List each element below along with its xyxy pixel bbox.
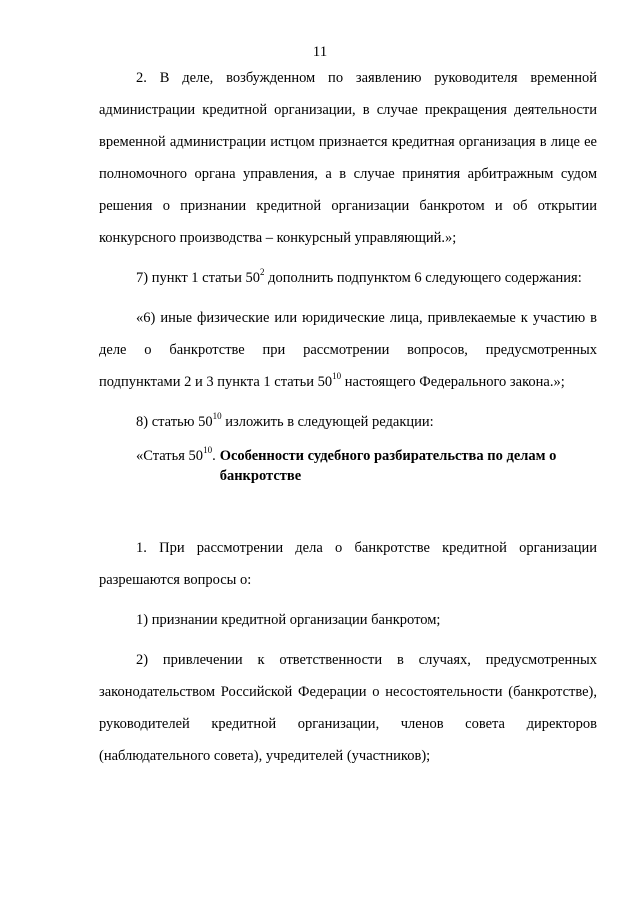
paragraph-subitem-6 <box>99 302 597 398</box>
paragraph-point-1: 1. При рассмотрении дела о банкротстве кредитной организации разрешаются вопросы о: <box>99 540 597 588</box>
article-label-superscript: 10 <box>203 445 213 456</box>
item-7-superscript: 2 <box>260 267 265 278</box>
article-label-text: «Статья 50 <box>136 448 204 464</box>
article-label <box>136 446 220 486</box>
subitem-6-text-continued: настоящего Федерального закона.»; <box>341 374 565 390</box>
paragraph-subpoint-2: 2) привлечении к ответственности в случаях, предусмотренных законодательством Российской Федерации о несостоятельности (банкротстве), руководителей кредитной организации, членов совета директоров (наблюдательного совета), учредителей (участников); <box>99 652 597 764</box>
article-heading <box>99 446 597 486</box>
item-8-superscript: 10 <box>212 411 222 422</box>
page-number: 11 <box>312 44 328 60</box>
item-7-text-continued: дополнить подпунктом 6 следующего содержания: <box>264 270 582 286</box>
subitem-6-superscript: 10 <box>332 371 342 382</box>
item-8-text: 8) статью 50 <box>136 414 213 430</box>
document-body <box>99 62 597 772</box>
article-label-dot: . <box>212 448 216 464</box>
item-8-text-continued: изложить в следующей редакции: <box>221 414 434 430</box>
item-7-text: 7) пункт 1 статьи 50 <box>136 270 261 286</box>
article-title: Особенности судебного разбирательства по делам о банкротстве <box>219 448 557 484</box>
paragraph-item-8 <box>99 406 597 438</box>
paragraph-clause-2: 2. В деле, возбужденном по заявлению руководителя временной администрации кредитной организации, в случае прекращения деятельности временной администрации истцом признается кредитная организация в лице ее полномочного органа управления, а в случае принятия арбитражным судом решения о признании кредитной организации банкротом и об открытии конкурсного производства – конкурсный управляющий.»; <box>99 70 597 246</box>
paragraph-subpoint-1: 1) признании кредитной организации банкротом; <box>136 612 441 628</box>
subitem-6-text: «6) иные физические или юридические лица, привлекаемые к участию в деле о банкротстве при рассмотрении вопросов, предусмотренных подпунктами 2 и 3 пункта 1 статьи 50 <box>99 310 597 390</box>
paragraph-item-7 <box>99 262 597 294</box>
